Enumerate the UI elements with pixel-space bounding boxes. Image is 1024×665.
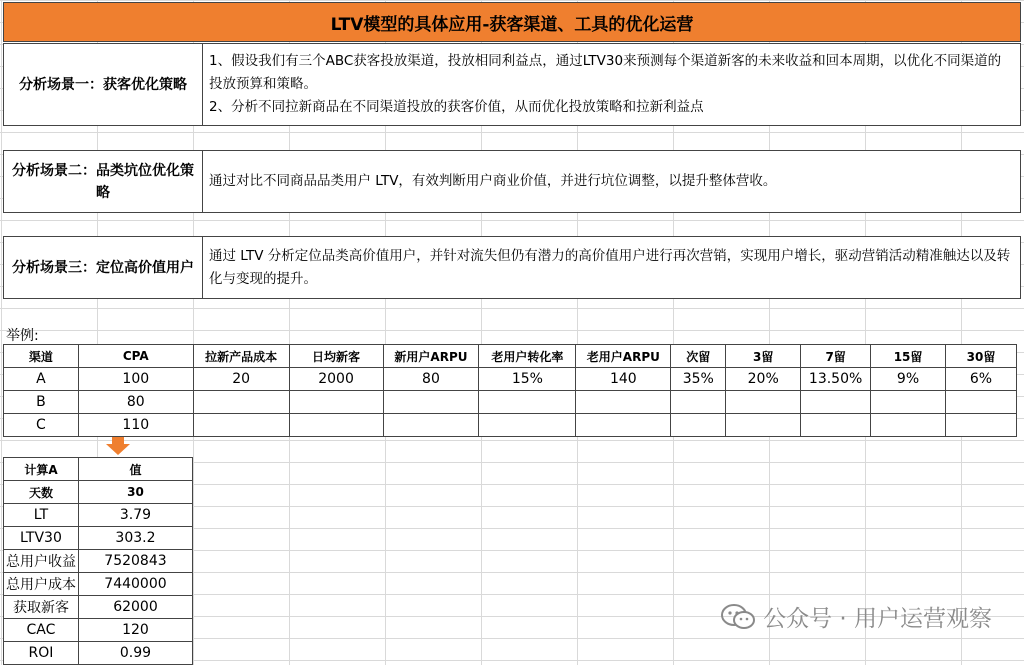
table-cell[interactable]: 140 [576,368,671,391]
scenario-text-2 [203,151,1020,212]
table-cell[interactable] [726,414,801,437]
table-cell[interactable] [383,414,479,437]
table-cell[interactable]: 9% [871,368,946,391]
table-cell[interactable] [801,391,871,414]
table-cell[interactable]: 120 [78,619,192,642]
header-cell: 7留 [801,345,871,368]
wechat-icon [721,604,755,630]
table-row [4,481,193,504]
table-cell[interactable]: 7520843 [78,550,192,573]
scenario-label-3: 分析场景三：定位高价值用户 [4,237,203,298]
table-cell[interactable]: 总用户收益 [4,550,79,573]
table-cell[interactable]: 总用户成本 [4,573,79,596]
header-cell: 新用户ARPU [383,345,479,368]
table-cell[interactable] [193,414,289,437]
scenario-line: 1、假设我们有三个ABC获客投放渠道，投放相同利益点，通过LTV30来预测每个渠道新客的未来收益和回本周期，以优化不同渠道的投放预算和策略。 [209,53,1002,92]
table-cell[interactable]: 80 [383,368,479,391]
table-cell[interactable] [801,414,871,437]
table-row [4,414,1017,437]
table-cell[interactable] [479,391,576,414]
table-cell[interactable]: 3.79 [78,504,192,527]
table-cell[interactable]: 20 [193,368,289,391]
table-cell[interactable]: ROI [4,642,79,665]
header-cell: 日均新客 [289,345,383,368]
table-cell[interactable] [945,414,1016,437]
header-cell: 15留 [871,345,946,368]
table-cell[interactable] [576,414,671,437]
table-row [4,619,193,642]
scenario-row-3 [3,236,1021,299]
table-cell[interactable]: C [4,414,79,437]
table-cell[interactable]: 100 [78,368,193,391]
scenario-text-3 [203,237,1020,298]
table-cell[interactable] [383,391,479,414]
table-row [4,504,193,527]
header-cell: 老用户ARPU [576,345,671,368]
scenario-row-2 [3,150,1021,213]
table-cell[interactable]: CAC [4,619,79,642]
table-row [4,642,193,665]
table-cell[interactable] [289,391,383,414]
header-cell: 老用户转化率 [479,345,576,368]
table-cell[interactable] [871,414,946,437]
scenario-label-2: 分析场景二：品类坑位优化策略 [4,151,203,212]
table-cell[interactable]: 110 [78,414,193,437]
channel-table-header [4,345,1017,368]
table-cell[interactable]: A [4,368,79,391]
table-cell[interactable] [671,391,726,414]
header-cell: 拉新产品成本 [193,345,289,368]
scenario-text-1 [203,44,1020,125]
table-cell[interactable]: 303.2 [78,527,192,550]
table-cell[interactable]: 62000 [78,596,192,619]
table-cell[interactable]: 0.99 [78,642,192,665]
header-cell: 次留 [671,345,726,368]
table-cell[interactable]: 获取新客 [4,596,79,619]
table-cell[interactable]: 15% [479,368,576,391]
header-cell: 渠道 [4,345,79,368]
table-row [4,596,193,619]
table-cell[interactable] [479,414,576,437]
down-arrow-icon [106,437,130,455]
example-label: 举例: [6,328,39,344]
table-cell[interactable]: 35% [671,368,726,391]
calc-table-header [4,458,193,481]
channel-table [3,344,1017,437]
header-cell: 30留 [945,345,1016,368]
table-row [4,550,193,573]
table-cell[interactable] [576,391,671,414]
table-cell[interactable] [671,414,726,437]
table-cell[interactable] [945,391,1016,414]
page-title: LTV模型的具体应用-获客渠道、工具的优化运营 [3,2,1021,42]
table-cell[interactable]: 20% [726,368,801,391]
scenario-label-1: 分析场景一：获客优化策略 [4,44,203,125]
table-cell[interactable]: B [4,391,79,414]
table-cell[interactable]: 13.50% [801,368,871,391]
table-cell[interactable]: 天数 [4,481,79,504]
calc-table [3,457,193,665]
table-cell[interactable]: 6% [945,368,1016,391]
header-cell: 值 [78,458,192,481]
header-cell: 3留 [726,345,801,368]
table-cell[interactable] [289,414,383,437]
table-cell[interactable]: 2000 [289,368,383,391]
table-row [4,368,1017,391]
scenario-line: 通过 LTV 分析定位品类高价值用户，并针对流失但仍有潜力的高价值用户进行再次营销，实现用户增长，驱动营销活动精准触达以及转化与变现的提升。 [209,247,1011,287]
table-cell[interactable]: 7440000 [78,573,192,596]
table-row [4,573,193,596]
table-cell[interactable] [726,391,801,414]
scenario-row-1 [3,43,1021,126]
table-cell[interactable]: 80 [78,391,193,414]
header-cell: CPA [78,345,193,368]
table-cell[interactable]: LTV30 [4,527,79,550]
scenario-line: 通过对比不同商品品类用户 LTV，有效判断用户商业价值，并进行坑位调整，以提升整体营收。 [209,173,777,189]
table-cell[interactable] [871,391,946,414]
table-cell[interactable]: LT [4,504,79,527]
table-row [4,391,1017,414]
header-cell: 计算A [4,458,79,481]
scenario-line: 2、分析不同拉新商品在不同渠道投放的获客价值，从而优化投放策略和拉新利益点 [209,99,704,115]
watermark [721,600,992,633]
table-cell[interactable]: 30 [78,481,192,504]
table-row [4,527,193,550]
table-cell[interactable] [193,391,289,414]
watermark-text: 公众号 · 用户运营观察 [763,606,992,632]
